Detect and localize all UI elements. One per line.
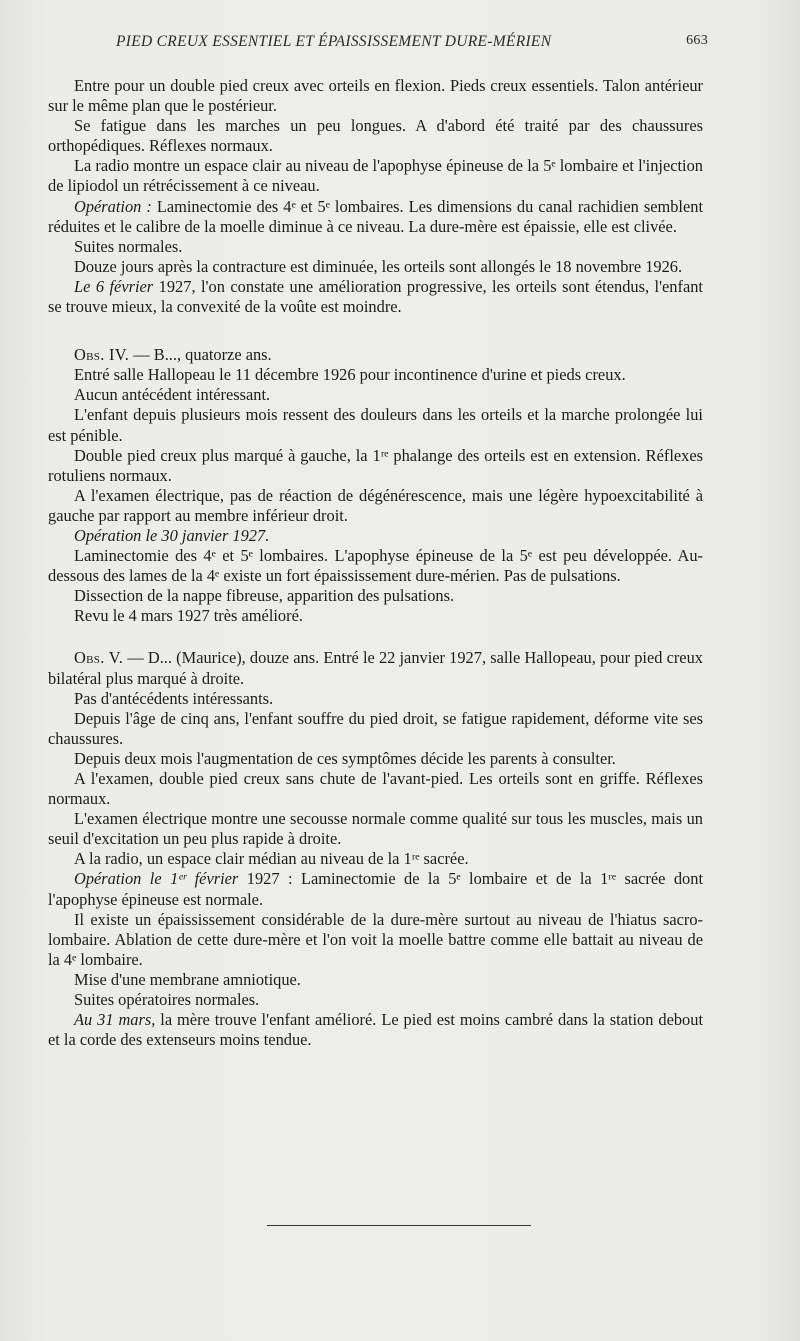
paragraph [48,910,703,970]
body-text [48,76,703,1050]
paragraph-text: Douze jours après la contracture est diminuée, les orteils sont allongés le 18 novembre 1926. [74,256,683,276]
paragraph [48,385,703,405]
paragraph [48,586,703,606]
paragraph-text: A l'examen, double pied creux sans chute de l'avant-pied. Les orteils sont en griffe. Réflexes normaux. [48,769,703,809]
end-rule [267,1225,531,1226]
paragraph [48,809,703,849]
paragraph-text: Entre pour un double pied creux avec orteils en flexion. Pieds creux essentiels. Talon antérieur sur le même plan que le postérieur. [48,76,703,116]
italic-lead: Le 6 février [74,276,154,296]
paragraph-text: A l'examen électrique, pas de réaction de dégénérescence, mais une légère hypoexcitabilité à gauche par rapport au membre inférieur droit. [48,485,703,525]
paragraph [48,689,703,709]
paragraph [48,769,703,809]
paragraph-text: L'enfant depuis plusieurs mois ressent des douleurs dans les orteils et la marche prolongée lui est pénible. [48,405,703,445]
paragraph-text: Se fatigue dans les marches un peu longues. A d'abord été traité par des chaussures orthopédiques. Réflexes normaux. [48,116,703,156]
paragraph [48,849,703,869]
paragraph [48,1010,703,1050]
italic-lead: Au 31 mars, [74,1010,156,1030]
paragraph-text: 1927, l'on constate une amélioration progressive, les orteils sont étendus, l'enfant se trouve mieux, la convexité de la voûte est moindre. [48,276,703,317]
paragraph [48,76,703,116]
paragraph-text: Laminectomie des 4ᵉ et 5ᵉ lombaires. L'apophyse épineuse de la 5ᵉ est peu développée. Au-dessous des lames de la 4ᵉ existe un fort épaississement dure-mérien. Pas de pulsations. [48,546,703,586]
paragraph-text: Dissection de la nappe fibreuse, apparition des pulsations. [74,586,455,606]
running-title: PIED CREUX ESSENTIEL ET ÉPAISSISSEMENT DURE-MÉRIEN [116,33,552,50]
paragraph-text: Depuis l'âge de cinq ans, l'enfant souffre du pied droit, se fatigue rapidement, déforme vite ses chaussures. [48,708,703,748]
paragraph [48,405,703,445]
paragraph-text: Double pied creux plus marqué à gauche, la 1ʳᵉ phalange des orteils est en extension. Réflexes rotuliens normaux. [48,445,703,485]
paragraph-text: la mère trouve l'enfant amélioré. Le pied est moins cambré dans la station debout et la corde des extenseurs moins tendue. [48,1010,703,1050]
paragraph [48,869,703,909]
paragraph [48,749,703,769]
running-head [116,33,708,55]
italic-lead: Opération le 30 janvier 1927. [74,525,270,545]
paragraph [48,526,703,546]
paragraph-text: Pas d'antécédents intéressants. [74,688,274,708]
paragraph [48,197,703,237]
paragraph-text: — D... (Maurice), douze ans. Entré le 22 janvier 1927, salle Hallopeau, pour pied creux bilatéral plus marqué à droite. [48,648,703,688]
paragraph-text: Revu le 4 mars 1927 très amélioré. [74,606,303,626]
paragraph [48,257,703,277]
paragraph-text: Aucun antécédent intéressant. [74,385,271,405]
paragraph [48,156,703,196]
paragraph [48,709,703,749]
page-number: 663 [686,33,708,48]
paragraph [48,970,703,990]
paragraph-text: Entré salle Hallopeau le 11 décembre 1926 pour incontinence d'urine et pieds creux. [74,365,626,385]
paragraph [48,116,703,156]
paragraph-text: Suites opératoires normales. [74,990,260,1010]
paragraph-text: L'examen électrique montre une secousse normale comme qualité sur tous les muscles, mais un seuil d'excitation un peu plus rapide à droite. [48,809,703,849]
italic-lead: Opération : [74,196,152,216]
paragraph-text: A la radio, un espace clair médian au niveau de la 1ʳᵉ sacrée. [74,849,469,869]
paragraph-text: Il existe un épaississement considérable de la dure-mère surtout au niveau de l'hiatus sacro-lombaire. Ablation de cette dure-mère et l'on voit la moelle battre comme elle battait au niveau de la 4ᵉ lombaire. [48,909,703,969]
paragraph [48,606,703,626]
paragraph [48,546,703,586]
paragraph [48,486,703,526]
paragraph-text: — B..., quatorze ans. [129,345,272,365]
paragraph-text: La radio montre un espace clair au niveau de l'apophyse épineuse de la 5ᵉ lombaire et l'injection de lipiodol un rétrécissement à ce niveau. [48,156,703,196]
paragraph [48,277,703,317]
paragraph [48,446,703,486]
observation-heading-paragraph [48,648,703,688]
paragraph-text: Depuis deux mois l'augmentation de ces symptômes décide les parents à consulter. [74,748,616,768]
italic-lead: Opération le 1ᵉʳ février [74,869,239,889]
paragraph [48,237,703,257]
paragraph-text: Suites normales. [74,236,183,256]
paragraph-text: Laminectomie des 4ᵉ et 5ᵉ lombaires. Les dimensions du canal rachidien semblent réduites et le calibre de la moelle diminue à ce niveau. La dure-mère est épaissie, elle est clivée. [48,196,703,236]
observation-label: Obs. V. [74,648,124,668]
observation-heading-paragraph [48,345,703,365]
paragraph-text: 1927 : Laminectomie de la 5ᵉ lombaire et de la 1ʳᵉ sacrée dont l'apophyse épineuse est normale. [48,869,704,909]
paragraph [48,365,703,385]
paragraph-text: Mise d'une membrane amniotique. [74,969,301,989]
paragraph [48,990,703,1010]
observation-label: Obs. IV. [74,345,130,365]
